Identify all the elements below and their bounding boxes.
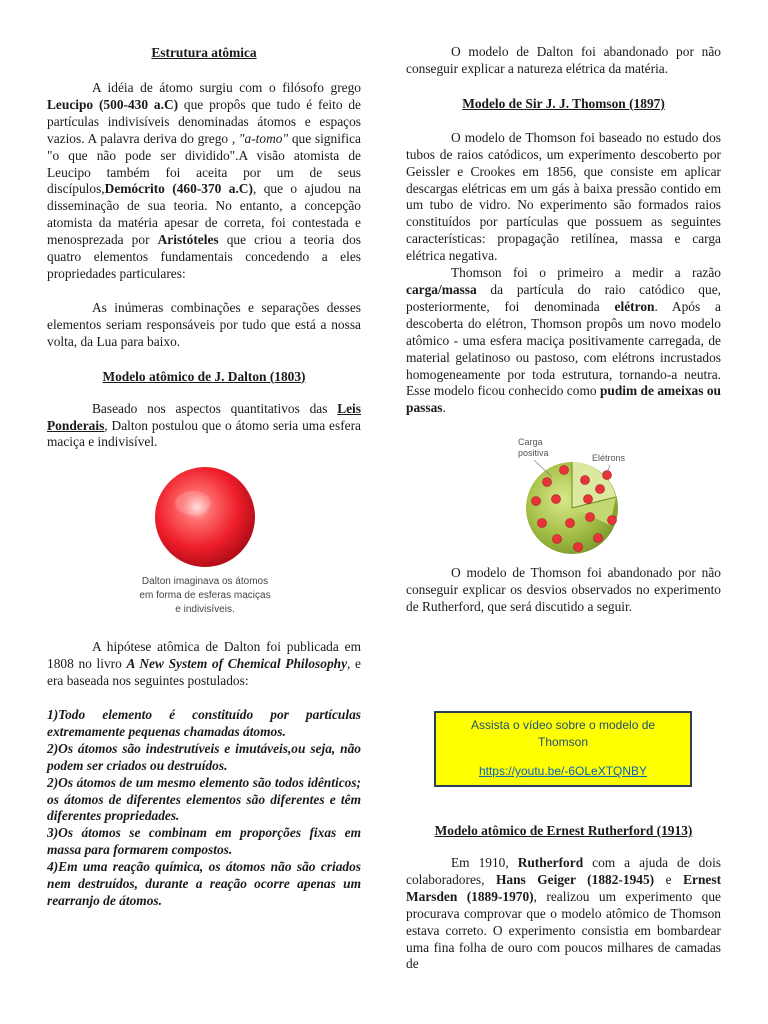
text-run: , Dalton postulou que o átomo seria uma esfera maciça e indivisível. — [47, 417, 361, 450]
text-run: pudim de ameixas ou passas — [406, 383, 721, 416]
section-title-rutherford: Modelo atômico de Ernest Rutherford (1913) — [434, 823, 693, 838]
left-column — [47, 0, 361, 910]
text-run: Leis Ponderais — [47, 400, 361, 433]
text-run: , realizou um experimento que procurava comprovar que o modelo atômico de Thomson estava correto. O experimento consistia em bombardear uma fina folha de ouro com poucos milhares de camadas de — [406, 888, 721, 972]
text-run: Em 1910, — [451, 855, 518, 870]
video-callout-line1: Assista o vídeo sobre o modelo de — [470, 718, 656, 732]
paragraph-combinacoes — [47, 300, 361, 351]
text-run: As inúmeras combinações e separações desses elementos seriam responsáveis por tudo que está a nossa volta, da Lua para baixo. — [47, 299, 361, 349]
text-run: que significa "o que não pode ser dividido".A visão atomista de Leucipo também foi aceita por um de seus discípulos, — [47, 130, 361, 197]
dalton-sphere-image — [135, 465, 275, 571]
paragraph-rutherford — [406, 855, 721, 973]
text-run: e — [654, 871, 684, 887]
paragraph-thomson-tubos — [406, 130, 721, 265]
text-run: Aristóteles — [157, 232, 219, 248]
dalton-caption-line2: em forma de esferas maciças — [139, 590, 271, 602]
figure-label-carga: Carga — [518, 437, 543, 448]
text-run: "a-tomo" — [238, 130, 289, 146]
postulate-item: 2)Os átomos de um mesmo elemento são todos idênticos; os átomos de diferentes elementos são diferentes e têm diferentes propriedades. — [47, 774, 361, 824]
figure-label-eletrons: Elétrons — [592, 453, 626, 464]
paragraph-atomo-origem — [47, 80, 361, 283]
text-run: . — [442, 400, 446, 416]
video-callout-line2: Thomson — [537, 735, 589, 749]
text-run: que criou a teoria dos quatro elementos fundamentais concedendo a eles propriedades particulares: — [47, 232, 361, 281]
dalton-postulates-list — [47, 707, 361, 910]
section-title-thomson: Modelo de Sir J. J. Thomson (1897) — [462, 95, 665, 111]
dalton-sphere-figure — [135, 465, 275, 617]
text-run: da partícula do raio catódico que, posteriormente, foi denominada — [406, 281, 721, 314]
text-run: Ernest Marsden (1889-1970) — [406, 871, 722, 904]
paragraph-thomson-abandonado — [406, 565, 721, 616]
text-run: Thomson foi o primeiro a medir a razão — [451, 265, 721, 281]
text-run: Demócrito (460-370 a.C) — [104, 181, 253, 197]
text-run: que propôs que tudo é feito de partículas indivisíveis denominadas átomos e espaços vazios. A palavra deriva do grego , — [47, 96, 361, 146]
paragraph-thomson-eletron — [406, 265, 721, 417]
right-column — [406, 0, 722, 972]
text-run: Baseado nos aspectos quantitativos das — [92, 400, 338, 416]
text-run: com a ajuda de dois colaboradores, — [406, 855, 721, 887]
text-run: Hans Geiger (1882-1945) — [495, 871, 655, 887]
text-run: Rutherford — [517, 855, 584, 870]
postulate-item: 2)Os átomos são indestrutíveis e imutáveis,ou seja, não podem ser criados ou destruídos. — [47, 740, 361, 773]
text-run: , e era baseada nos seguintes postulados: — [47, 656, 361, 689]
video-link[interactable]: https://youtu.be/-6OLeXTQNBY — [478, 764, 648, 778]
section-title-dalton: Modelo atômico de J. Dalton (1803) — [102, 368, 306, 384]
text-run: , que o ajudou na disseminação de sua teoria. No entanto, a concepção atomista da matéria apesar de correta, foi contestada e menosprezada por — [47, 181, 362, 248]
text-run: Leucipo (500-430 a.C) — [47, 96, 179, 112]
paragraph-dalton-hipotese — [47, 639, 361, 690]
text-run: A idéia de átomo surgiu com o filósofo grego — [92, 80, 361, 95]
paragraph-dalton-leis — [47, 401, 361, 452]
text-run: elétron — [614, 298, 655, 314]
postulate-item: 3)Os átomos se combinam em proporções fixas em massa para formarem compostos. — [47, 825, 361, 858]
text-run: O modelo de Thomson foi abandonado por não conseguir explicar os desvios observados no experimento de Rutherford, que será discutido a seguir. — [406, 565, 721, 615]
text-run: O modelo de Dalton foi abandonado por não conseguir explicar a natureza elétrica da matéria. — [406, 44, 721, 76]
postulate-item: 1)Todo elemento é constituído por partículas extremamente pequenas chamadas átomos. — [47, 707, 361, 739]
figure-label-positiva: positiva — [518, 448, 549, 459]
text-run: A hipótese atômica de Dalton foi publicada em 1808 no livro — [47, 639, 361, 672]
paragraph-dalton-abandonado — [406, 44, 721, 78]
dalton-caption-line3: e indivisíveis. — [175, 604, 235, 616]
thomson-model-figure — [512, 435, 652, 555]
section-title-estrutura: Estrutura atômica — [151, 45, 257, 60]
text-run: O modelo de Thomson foi baseado no estudo dos tubos de raios catódicos, um experimento descoberto por Geissler e Crookes em 1856, que consiste em aplicar descargas elétricas em um gás à baixa pressão contido em um tubo de vidro. No experimento são formados raios constituídos por partículas que possuem as seguintes características: propagação retilínea, massa e carga elétrica negativa. — [406, 129, 721, 264]
dalton-caption-line1: Dalton imaginava os átomos — [141, 576, 269, 588]
text-run: . Após a descoberta do elétron, Thomson propôs um novo modelo atômico - uma esfera maciça positivamente carregada, de material gelatinoso ou pastoso, com elétrons incrustados homogeneamente por toda estrutura, tornando-a neutra. Esse modelo ficou conhecido como — [406, 298, 721, 399]
text-run: A New System of Chemical Philosophy — [126, 656, 348, 672]
postulate-item: 4)Em uma reação química, os átomos não são criados nem destruídos, durante a reação ocorre apenas um rearranjo de átomos. — [47, 859, 361, 908]
video-callout-box — [434, 711, 692, 787]
text-run: carga/massa — [406, 281, 477, 297]
